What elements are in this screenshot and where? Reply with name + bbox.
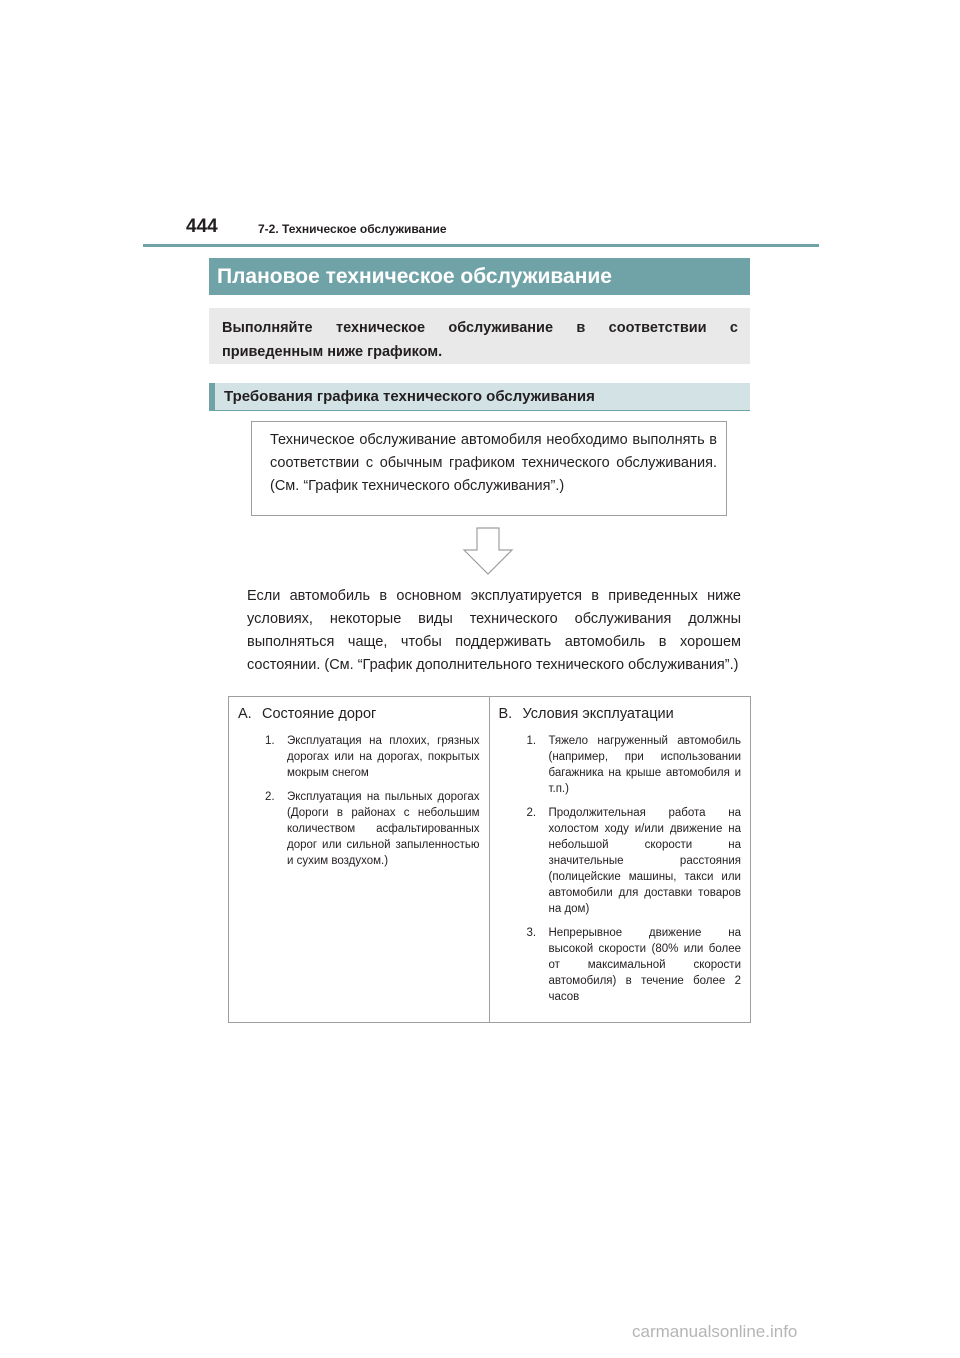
operating-conditions-column [490, 697, 751, 1022]
main-title: Плановое техническое обслуживание [209, 258, 750, 295]
conditions-table [228, 696, 751, 1023]
column-letter: B. [498, 706, 513, 722]
intro-text: Выполняйте техническое обслуживание в соответствии с приведенным ниже графиком. [209, 308, 750, 364]
item-number: 1. [265, 735, 275, 747]
section-reference: 7-2. Техническое обслуживание [258, 222, 447, 236]
item-number: 3. [526, 927, 537, 939]
item-number: 2. [526, 807, 537, 819]
item-text: Тяжело нагруженный автомобиль (например, при использовании багажника на крыше автомобиля и т.п.) [548, 735, 741, 795]
list-item [238, 789, 480, 869]
column-title [499, 705, 742, 723]
item-text: Непрерывное движение на высокой скорости (80% или более от максимальной скорости автомобиля) в течение более 2 часов [548, 927, 741, 1003]
item-text: Продолжительная работа на холостом ходу и/или движение на небольшой скорости на значительные расстояния (полицейские машины, такси или автомобили для доставки товаров на дом) [548, 807, 741, 915]
down-arrow-icon [462, 527, 514, 575]
page-number: 444 [186, 216, 218, 237]
item-number: 2. [265, 791, 275, 803]
road-conditions-column [229, 697, 490, 1022]
column-letter: A. [238, 706, 252, 722]
item-number: 1. [526, 735, 537, 747]
column-title-text: Условия эксплуатации [522, 706, 674, 722]
item-text: Эксплуатация на пыльных дорогах (Дороги в районах с небольшим количеством асфальтированных дорог или сильной запыленностью и сухим воздухом.) [287, 791, 480, 867]
watermark: carmanualsonline.info [632, 1322, 798, 1341]
list-item [499, 805, 742, 917]
header-rule [143, 244, 819, 247]
column-title [238, 705, 480, 723]
list-item [499, 925, 742, 1005]
subsection-title: Требования графика технического обслуживания [209, 383, 750, 411]
subsection-underline [209, 410, 750, 411]
column-title-text: Состояние дорог [262, 706, 377, 722]
requirement-box: Техническое обслуживание автомобиля необходимо выполнять в соответствии с обычным графиком технического обслуживания. (См. “График технического обслуживания”.) [251, 421, 727, 516]
list-item [238, 733, 480, 781]
condition-paragraph: Если автомобиль в основном эксплуатируется в приведенных ниже условиях, некоторые виды технического обслуживания должны выполняться чаще, чтобы поддерживать автомобиль в хорошем состоянии. (См. “График дополнительного технического обслуживания”.) [247, 588, 741, 673]
item-text: Эксплуатация на плохих, грязных дорогах или на дорогах, покрытых мокрым снегом [287, 735, 480, 779]
list-item [499, 733, 742, 797]
